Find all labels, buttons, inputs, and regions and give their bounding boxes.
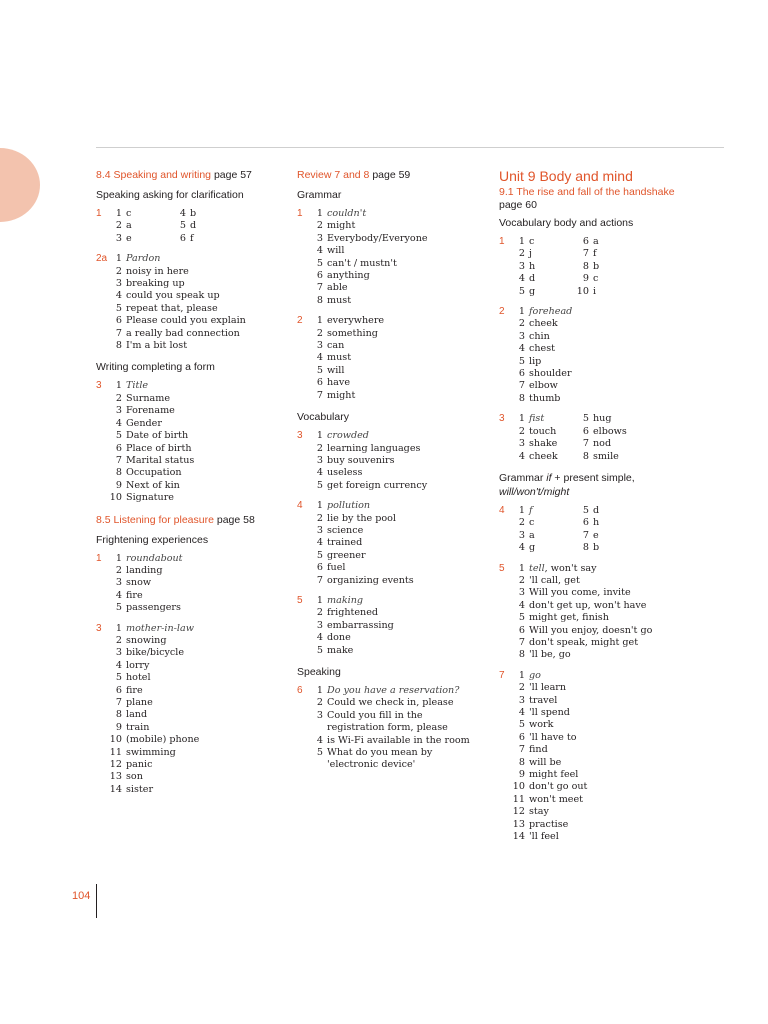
answer-row: 4 chest — [518, 343, 556, 355]
subheading-bold: Grammar — [499, 471, 544, 484]
answer-row: 11 swimming — [109, 746, 176, 758]
answer-row: 2 c — [518, 517, 535, 529]
handwritten-example: Pardon — [126, 253, 161, 265]
answer-row: 5 Date of birth — [115, 430, 189, 442]
handwritten-example: fist — [529, 413, 545, 425]
answer-row: 2 snowing — [115, 634, 167, 646]
handwritten-example: mother-in-law — [126, 622, 194, 634]
answer-row: 3 buy souvenirs — [316, 454, 395, 466]
exercise — [96, 253, 286, 352]
answer-row: 8 I'm a bit lost — [115, 340, 188, 352]
answer-row: 2 something — [316, 327, 378, 339]
answer-grid — [108, 208, 286, 245]
handwritten-example: tell — [529, 562, 545, 574]
answer-row: 5 d — [582, 504, 600, 516]
answer-row: 1 fist — [518, 413, 545, 425]
answer-row: 1 f — [518, 504, 533, 516]
exercise — [96, 623, 286, 797]
answer-row: 4 is Wi-Fi available in the room — [316, 734, 470, 746]
exercise — [499, 505, 689, 555]
answer-row: 8 b — [582, 542, 600, 554]
section-title: Review 7 and 8 — [297, 169, 370, 181]
answer-row: 3 Could you fill in the registration form, please — [316, 709, 448, 734]
exercise — [499, 563, 689, 662]
subheading-rest: + present simple, — [551, 471, 635, 484]
exercise — [499, 306, 689, 405]
section-8-4-heading — [96, 168, 286, 182]
answer-row: 8 land — [115, 709, 148, 721]
answer-row: 1 tell, won't say — [518, 562, 597, 574]
frightening-subheading: Frightening experiences — [96, 533, 209, 546]
handwritten-example: forehead — [529, 306, 573, 318]
answer-row: 8 b — [582, 260, 600, 272]
answer-row: 6 fire — [115, 684, 143, 696]
answer-row: 5 greener — [316, 549, 366, 561]
exercise — [297, 430, 487, 492]
answer-row: 2 landing — [115, 564, 163, 576]
answer-row: 2 cheek — [518, 318, 558, 330]
answer-row: 3 chin — [518, 330, 550, 342]
answer-grid — [511, 236, 689, 298]
subheading-rest: will/won't/might — [499, 485, 570, 498]
answer-row: 2 lie by the pool — [316, 512, 396, 524]
answer-row: 7 Marital status — [115, 454, 195, 466]
answer-row: 6 Will you enjoy, doesn't go — [518, 624, 653, 636]
exercise — [297, 208, 487, 307]
answer-row: 6 fuel — [316, 562, 346, 574]
exercise — [96, 553, 286, 615]
answer-row: 5 passengers — [115, 602, 181, 614]
answer-row: 8 'll be, go — [518, 649, 571, 661]
answer-row: 3 Forename — [115, 405, 175, 417]
subheading-rest: completing a form — [131, 361, 215, 374]
answer-row: 1 roundabout — [115, 552, 183, 564]
answer-row: 3 e — [115, 232, 132, 244]
answer-row: 5 make — [316, 644, 354, 656]
handwritten-example: go — [529, 669, 541, 681]
answer-row: 7 plane — [115, 697, 153, 708]
answer-row: 1 mother-in-law — [115, 622, 194, 634]
unit-tab-marker — [0, 148, 80, 222]
answer-row: 9 train — [115, 721, 150, 733]
answer-row: 6 a — [582, 236, 599, 247]
handwritten-example: making — [327, 594, 364, 606]
answer-row: 3 bike/bicycle — [115, 647, 185, 659]
grammar-subheading — [499, 471, 689, 499]
subheading-rest: body and actions — [553, 217, 634, 229]
handwritten-example: pollution — [327, 500, 371, 512]
exercise-number: 2a — [96, 253, 108, 265]
subheading-bold: Speaking — [96, 189, 140, 201]
answer-row: 14 sister — [109, 783, 154, 795]
answer-row: 3 embarrassing — [316, 619, 394, 631]
answer-row: 11 won't meet — [512, 793, 584, 805]
answer-row: 5 work — [518, 719, 554, 731]
answer-row: 5 hug — [582, 413, 612, 425]
section-code: 9.1 — [499, 186, 514, 198]
vocabulary-subheading: Vocabulary — [297, 411, 349, 424]
answer-row: 7 f — [582, 248, 597, 260]
subheading-bold: Vocabulary — [499, 217, 551, 229]
answer-row: 8 Occupation — [115, 467, 182, 479]
answer-row: 4 g — [518, 542, 536, 554]
answer-row: 4 b — [179, 208, 197, 219]
answer-row: 9 Next of kin — [115, 479, 180, 491]
answer-row: 4 useless — [316, 467, 363, 479]
exercise-number: 1 — [297, 208, 303, 219]
answer-row: 5 get foreign currency — [316, 479, 428, 491]
answer-row: 8 smile — [582, 450, 619, 462]
answer-row: 4 cheek — [518, 450, 558, 462]
exercise — [499, 236, 689, 298]
answer-row: 6 Place of birth — [115, 442, 192, 454]
section-page: page 57 — [213, 169, 252, 181]
section-page: page 59 — [372, 169, 411, 181]
section-page: page 58 — [216, 513, 255, 526]
section-code: 8.4 — [96, 169, 111, 181]
answer-row: 14 'll feel — [512, 831, 559, 843]
answer-row: 8 thumb — [518, 392, 561, 404]
answer-row: 7 elbow — [518, 380, 558, 392]
answer-row: 2 learning languages — [316, 442, 421, 454]
exercise-number: 4 — [499, 504, 505, 516]
exercise — [96, 208, 286, 245]
answer-row: 1 pollution — [316, 500, 371, 512]
answer-row: 4 'll spend — [518, 707, 570, 718]
answer-row: 4 Gender — [115, 417, 162, 429]
answer-row: 5 will — [316, 364, 345, 376]
answer-row: 5 g — [518, 285, 536, 297]
answer-row: 1 go — [518, 669, 541, 681]
exercise-number: 1 — [499, 236, 505, 247]
lesson-heading — [499, 186, 689, 212]
answer-row: 4 don't get up, won't have — [518, 599, 647, 611]
exercise-number: 3 — [499, 413, 505, 425]
answer-row: 1 forehead — [518, 306, 573, 318]
exercise-number: 2 — [297, 315, 303, 327]
answer-row: 6 have — [316, 377, 350, 389]
answer-row: 2 touch — [518, 425, 557, 437]
answer-row: 1 Do you have a reservation? — [316, 685, 460, 696]
answer-row: 8 must — [316, 294, 352, 306]
answer-row: 4 trained — [316, 537, 363, 549]
answer-row: 6 'll have to — [518, 731, 577, 743]
answer-row: 3 shake — [518, 438, 558, 450]
review-heading — [297, 168, 487, 182]
answer-row: 7 find — [518, 744, 548, 756]
exercise-number: 3 — [96, 622, 102, 634]
answer-row: 6 shoulder — [518, 368, 572, 380]
answer-row: 10 i — [576, 285, 597, 297]
answer-row: 5 lip — [518, 355, 542, 367]
exercise-number: 4 — [297, 500, 303, 512]
answer-row: 12 stay — [512, 806, 549, 818]
exercise-number: 5 — [297, 594, 303, 606]
exercise — [499, 413, 689, 463]
subheading-bold: Writing — [96, 361, 129, 374]
answer-row: 3 a — [518, 529, 535, 541]
section-title: The rise and fall of the handshake — [516, 186, 675, 198]
grammar-subheading: Grammar — [297, 189, 342, 201]
handwritten-example: crowded — [327, 430, 369, 442]
handwritten-example: roundabout — [126, 552, 183, 564]
answer-row: 10 Signature — [109, 492, 174, 504]
answer-row: 2 Could we check in, please — [316, 697, 454, 709]
answer-row: 7 nod — [582, 438, 612, 450]
answer-row: 3 snow — [115, 577, 152, 589]
exercise — [499, 670, 689, 844]
section-title: Listening for pleasure — [113, 513, 214, 526]
answer-row: 7 e — [582, 529, 599, 541]
answer-row: 4 d — [518, 273, 536, 285]
answer-row: 5 What do you mean by 'electronic device' — [316, 747, 433, 771]
answer-row: 13 practise — [512, 818, 569, 830]
exercise-number: 1 — [96, 552, 102, 564]
exercise-number: 7 — [499, 669, 505, 681]
answer-row: 1 couldn't — [316, 208, 367, 219]
section-8-5-heading — [96, 513, 286, 527]
answer-row: 5 d — [179, 220, 197, 232]
answer-row: 1 c — [115, 208, 132, 219]
unit-title: Unit 9 Body and mind — [499, 168, 633, 184]
answer-row: 2 noisy in here — [115, 265, 189, 277]
answer-row: 9 c — [582, 273, 599, 285]
answer-row: 2 might — [316, 220, 356, 232]
answer-row: 2 'll call, get — [518, 574, 580, 586]
handwritten-example: couldn't — [327, 208, 367, 219]
speaking-subheading — [96, 188, 286, 202]
answer-row: 4 fire — [115, 589, 143, 601]
answer-row: 5 might get, finish — [518, 612, 609, 624]
answer-row: 7 might — [316, 389, 356, 401]
handwritten-example: f — [529, 504, 533, 516]
answer-row: 2 a — [115, 220, 132, 232]
page-number-rule — [96, 884, 97, 918]
exercise-number: 5 — [499, 562, 505, 574]
handwritten-example: Do you have a reservation? — [327, 685, 460, 696]
exercise — [297, 315, 487, 402]
answer-row: 6 Please could you explain — [115, 315, 246, 327]
answer-row: 6 h — [582, 517, 600, 529]
column-2 — [297, 168, 487, 780]
answer-row: 3 h — [518, 260, 536, 272]
handwritten-example: Title — [126, 380, 149, 392]
answer-row: 9 might feel — [518, 769, 579, 781]
answer-row: 4 must — [316, 352, 352, 364]
answer-row: 2 frightened — [316, 607, 379, 619]
answer-row: 3 breaking up — [115, 278, 185, 290]
exercise-number: 6 — [297, 685, 303, 696]
column-1 — [96, 168, 286, 804]
answer-row: 2 Surname — [115, 392, 171, 404]
answer-row: 4 could you speak up — [115, 290, 220, 302]
answer-row: 12 panic — [109, 759, 153, 771]
page-number: 104 — [72, 890, 91, 902]
speaking-subheading: Speaking — [297, 666, 341, 678]
exercise-number: 3 — [297, 430, 303, 442]
answer-row: 7 able — [316, 282, 348, 294]
answer-row: 3 Everybody/Everyone — [316, 232, 428, 244]
exercise — [297, 500, 487, 587]
answer-row: 5 repeat that, please — [115, 302, 218, 314]
answer-row: 5 hotel — [115, 672, 151, 684]
answer-row: 8 will be — [518, 756, 562, 768]
vocabulary-subheading — [499, 216, 689, 230]
top-rule — [96, 147, 724, 148]
answer-row: 1 making — [316, 594, 364, 606]
answer-row: 4 will — [316, 245, 345, 257]
section-title: Speaking and writing — [113, 169, 212, 181]
subheading-rest: if — [546, 471, 552, 484]
answer-row: 6 f — [179, 232, 194, 244]
answer-row: 1 everywhere — [316, 315, 385, 327]
answer-row: 6 anything — [316, 270, 370, 282]
answer-row: 2 'll learn — [518, 682, 567, 694]
answer-row: 7 a really bad connection — [115, 327, 240, 339]
exercise — [297, 595, 487, 657]
answer-row: 1 c — [518, 236, 535, 247]
answer-row: 13 son — [109, 771, 143, 783]
answer-row: 6 elbows — [582, 425, 627, 437]
exercise-number: 1 — [96, 208, 102, 219]
exercise — [297, 685, 487, 772]
answer-row: 1 Pardon — [115, 253, 161, 265]
answer-row: 3 travel — [518, 694, 558, 706]
answer-row: 7 don't speak, might get — [518, 636, 639, 648]
column-3 — [499, 168, 689, 851]
subheading-rest: asking for clarification — [142, 189, 244, 201]
answer-grid — [511, 413, 689, 463]
answer-row: 2 j — [518, 248, 532, 260]
answer-row: 3 science — [316, 524, 364, 536]
answer-row: 10 don't go out — [512, 781, 588, 793]
exercise-number: 3 — [96, 380, 102, 392]
answer-row: 1 crowded — [316, 430, 369, 442]
answer-row: 7 organizing events — [316, 574, 414, 586]
answer-row: 3 Will you come, invite — [518, 587, 631, 599]
answer-row: 4 lorry — [115, 659, 150, 671]
answer-row: 5 can't / mustn't — [316, 257, 397, 269]
answer-row: 1 Title — [115, 380, 149, 392]
answer-row: 4 done — [316, 632, 351, 644]
exercise-number: 2 — [499, 306, 505, 318]
section-code: 8.5 — [96, 513, 111, 526]
exercise — [96, 380, 286, 504]
answer-row: 10 (mobile) phone — [109, 734, 200, 746]
answer-row: 3 can — [316, 340, 345, 352]
writing-subheading — [96, 360, 286, 374]
answer-grid — [511, 505, 689, 555]
section-page: page 60 — [499, 199, 537, 211]
